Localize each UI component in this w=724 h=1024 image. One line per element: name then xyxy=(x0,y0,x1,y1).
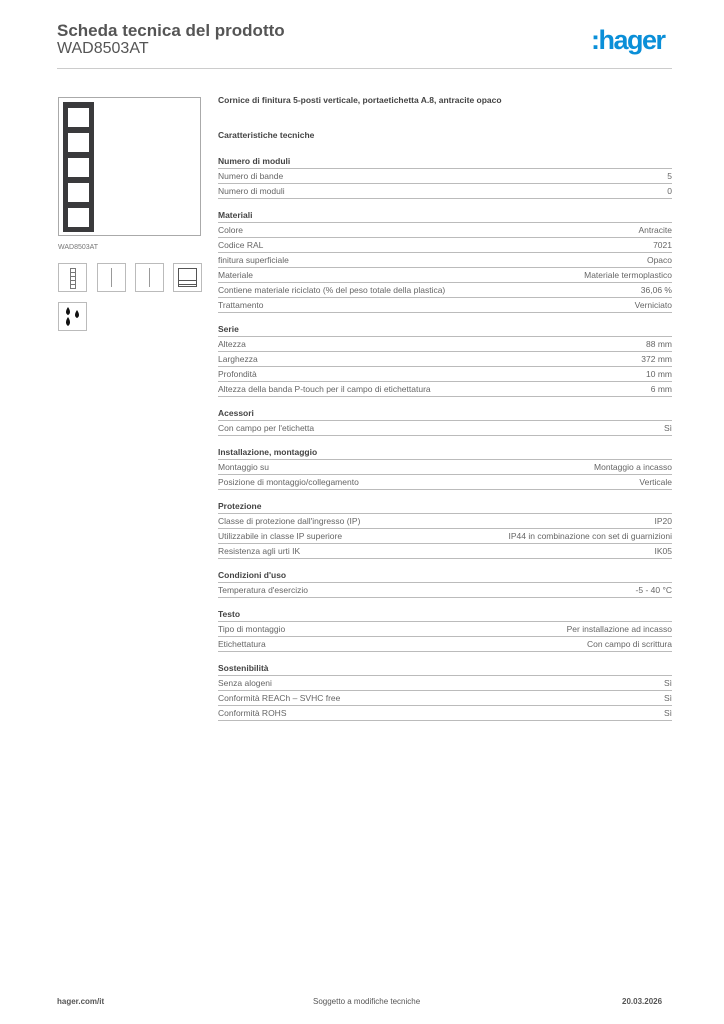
spec-row xyxy=(218,337,672,352)
spec-label: Conformità ROHS xyxy=(218,708,287,718)
spec-value: 10 mm xyxy=(646,369,672,379)
spec-value: 6 mm xyxy=(650,384,672,394)
spec-value: IP20 xyxy=(654,516,672,526)
section-heading: Serie xyxy=(218,322,672,337)
spec-section xyxy=(218,445,672,490)
spec-row xyxy=(218,367,672,382)
spec-value: 372 mm xyxy=(641,354,672,364)
spec-label: Senza alogeni xyxy=(218,678,272,688)
spec-value: Materiale termoplastico xyxy=(584,270,672,280)
spec-row xyxy=(218,475,672,490)
spec-row xyxy=(218,382,672,397)
spec-value: Montaggio a incasso xyxy=(594,462,672,472)
frame-slot xyxy=(68,108,89,127)
frame-slot xyxy=(68,133,89,152)
footer-note: Soggetto a modifiche tecniche xyxy=(313,997,421,1006)
section-heading: Acessori xyxy=(218,406,672,421)
label-holder-icon xyxy=(173,263,202,292)
spec-row xyxy=(218,676,672,691)
spec-row xyxy=(218,283,672,298)
spec-row xyxy=(218,238,672,253)
spec-label: Profondità xyxy=(218,369,257,379)
spec-section xyxy=(218,661,672,721)
footer-date: 20.03.2026 xyxy=(622,997,663,1006)
spec-value: 5 xyxy=(667,171,672,181)
line-icon xyxy=(135,263,164,292)
spec-row xyxy=(218,583,672,598)
product-description: Cornice di finitura 5-posti verticale, portaetichetta A.8, antracite opaco xyxy=(218,95,502,105)
modules-icon xyxy=(58,263,87,292)
spec-row xyxy=(218,622,672,637)
spec-row xyxy=(218,421,672,436)
spec-value: 0 xyxy=(667,186,672,196)
page-title: Scheda tecnica del prodotto xyxy=(57,21,285,40)
spec-row xyxy=(218,169,672,184)
spec-row xyxy=(218,352,672,367)
spec-content xyxy=(218,95,672,721)
logo-text: hager xyxy=(598,25,665,55)
spec-row xyxy=(218,298,672,313)
spec-section xyxy=(218,322,672,397)
spec-label: Posizione di montaggio/collegamento xyxy=(218,477,359,487)
spec-value: Verniciato xyxy=(634,300,672,310)
spec-section xyxy=(218,406,672,436)
section-heading: Numero di moduli xyxy=(218,154,672,169)
spec-label: Contiene materiale riciclato (% del peso totale della plastica) xyxy=(218,285,446,295)
spec-row xyxy=(218,706,672,721)
spec-label: Larghezza xyxy=(218,354,258,364)
image-caption: WAD8503AT xyxy=(58,244,99,251)
spec-row xyxy=(218,544,672,559)
frame-image xyxy=(63,102,94,232)
spec-value: Opaco xyxy=(646,255,672,265)
spec-value: Antracite xyxy=(638,225,672,235)
spec-value: Con campo di scrittura xyxy=(586,639,672,649)
spec-label: Utilizzabile in classe IP superiore xyxy=(218,531,343,541)
section-heading: Testo xyxy=(218,607,672,622)
spec-row xyxy=(218,268,672,283)
spec-label: Montaggio su xyxy=(218,462,270,472)
product-image xyxy=(58,97,201,236)
spec-value: IP44 in combinazione con set di guarnizioni xyxy=(508,531,672,541)
spec-label: Numero di bande xyxy=(218,171,284,181)
hager-logo: :hager xyxy=(591,25,665,55)
spec-value: Sì xyxy=(663,693,672,703)
spec-label: Altezza della banda P-touch per il campo di etichettatura xyxy=(218,384,431,394)
header-divider xyxy=(57,68,672,69)
spec-section xyxy=(218,208,672,313)
spec-value: 88 mm xyxy=(646,339,672,349)
spec-label: Altezza xyxy=(218,339,246,349)
frame-slot xyxy=(68,183,89,202)
section-heading: Protezione xyxy=(218,499,672,514)
spec-row xyxy=(218,514,672,529)
spec-section xyxy=(218,568,672,598)
spec-label: Temperatura d'esercizio xyxy=(218,585,308,595)
spec-value: -5 - 40 °C xyxy=(635,585,672,595)
drops-icon xyxy=(58,302,87,331)
spec-section xyxy=(218,607,672,652)
spec-value: IK05 xyxy=(654,546,672,556)
spec-value: Sì xyxy=(663,423,672,433)
spec-label: Materiale xyxy=(218,270,253,280)
spec-label: Conformità REACh – SVHC free xyxy=(218,693,341,703)
spec-label: Numero di moduli xyxy=(218,186,285,196)
spec-value: 7021 xyxy=(653,240,672,250)
section-heading: Installazione, montaggio xyxy=(218,445,672,460)
spec-label: Resistenza agli urti IK xyxy=(218,546,301,556)
frame-slot xyxy=(68,208,89,227)
spec-row xyxy=(218,529,672,544)
spec-label: finitura superficiale xyxy=(218,255,289,265)
section-heading: Sostenibilità xyxy=(218,661,672,676)
spec-section xyxy=(218,154,672,199)
spec-label: Tipo di montaggio xyxy=(218,624,286,634)
spec-label: Colore xyxy=(218,225,244,235)
spec-value: Sì xyxy=(663,708,672,718)
spec-label: Trattamento xyxy=(218,300,264,310)
spec-label: Classe di protezione dall'ingresso (IP) xyxy=(218,516,361,526)
spec-value: 36,06 % xyxy=(640,285,672,295)
spec-row xyxy=(218,184,672,199)
section-heading: Materiali xyxy=(218,208,672,223)
spec-row xyxy=(218,691,672,706)
spec-label: Con campo per l'etichetta xyxy=(218,423,315,433)
section-subtitle: Caratteristiche tecniche xyxy=(218,130,315,140)
spec-row xyxy=(218,637,672,652)
spec-value: Verticale xyxy=(639,477,672,487)
spec-label: Etichettatura xyxy=(218,639,266,649)
footer-website[interactable]: hager.com/it xyxy=(57,997,105,1006)
spec-section xyxy=(218,499,672,559)
spec-row xyxy=(218,223,672,238)
spec-label: Codice RAL xyxy=(218,240,264,250)
section-heading: Condizioni d'uso xyxy=(218,568,672,583)
spec-row xyxy=(218,253,672,268)
spec-value: Sì xyxy=(663,678,672,688)
spec-sections xyxy=(218,154,672,721)
line-icon xyxy=(97,263,126,292)
spec-value: Per installazione ad incasso xyxy=(566,624,672,634)
frame-slot xyxy=(68,158,89,177)
spec-row xyxy=(218,460,672,475)
product-code: WAD8503AT xyxy=(57,40,149,57)
